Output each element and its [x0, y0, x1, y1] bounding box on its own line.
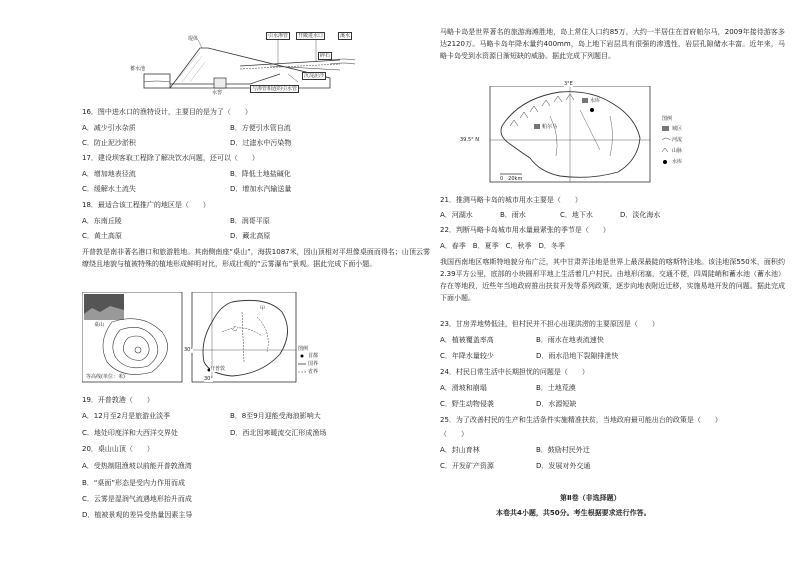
- q25-c[interactable]: C．开发矿产资源: [440, 462, 494, 470]
- label-well: 水窖: [212, 90, 223, 96]
- q21-stem: 21．推测马略卡岛的城市用水主要是（ ）: [440, 196, 582, 204]
- city-label: 开普敦: [210, 366, 226, 372]
- q16-d[interactable]: D．过滤水中污染物: [230, 139, 292, 147]
- section-title: 第Ⅱ卷（非选择题）: [560, 494, 621, 502]
- label-stream: 溪水: [340, 33, 351, 39]
- left-column: [50, 0, 430, 562]
- q20-d[interactable]: D．植被景观的差异受热量因素主导: [82, 511, 193, 519]
- mallorca-passage: 马略卡岛是世界著名的旅游海滩胜地，岛上常住人口约85万，大约一半居住在首府帕尔马，2009年接待游客多达2120万。马略卡岛年降水量约400mm，岛上地下岩层具有很强的渗透性，岩层孔隙储水丰富。近年来，马略卡岛受到水资源日渐短缺的威胁。据此完成下列题目。: [440, 28, 785, 60]
- q18-c[interactable]: C．黄土高原: [82, 232, 122, 240]
- q17-c[interactable]: C．缓解水土流失: [82, 185, 136, 193]
- city-palma: 帕尔马: [542, 124, 558, 130]
- water-storage-diagram: [130, 30, 360, 100]
- q16-a[interactable]: A．减少引水杂质: [82, 124, 136, 132]
- q18-stem: 18．最适合该工程推广的地区是（ ）: [82, 201, 210, 209]
- q25-a[interactable]: A．封山育林: [440, 446, 480, 454]
- label-intake: 引水渗管: [268, 33, 289, 39]
- q16-b[interactable]: B．方便引水管自流: [230, 124, 291, 132]
- q23-stem: 23．甘房弄地势低洼，但村民并不担心出现洪涝的主要原因是（ ）: [440, 320, 659, 328]
- south-africa-map: [82, 292, 402, 384]
- label-gravel: 碎石: [320, 53, 331, 59]
- reservoir-label: 水库: [590, 98, 601, 104]
- q25-b[interactable]: B．鼓励村民外迁: [536, 446, 590, 454]
- q17-d[interactable]: D．增加水汽输送量: [230, 185, 292, 193]
- q19-d[interactable]: D．西北因寒暖流交汇形成渔场: [230, 429, 327, 437]
- q23-d[interactable]: D．雨水沿地下裂隙排泄快: [536, 352, 619, 360]
- q19-b[interactable]: B．8至9月迎能受海浪影响大: [230, 412, 321, 420]
- legend-province: 省界: [308, 369, 319, 375]
- section-note: 本卷共4小题，共50分。考生根据要求进行作答。: [496, 509, 651, 517]
- label-dam: 堤体: [188, 36, 199, 42]
- cape-town-passage: 开普敦是南非著名港口和旅游胜地。其南侧南座“桌山”，海拔1087米，因山顶相对平坦像桌面而得名；山顶云雾缭绕且地貌与植被特殊的植地形成鲜明对比，形成壮观的“云雾瀑布”景观。据此完成下面小题。: [82, 248, 430, 268]
- lon-label: 3°E: [564, 81, 573, 87]
- q23-c[interactable]: C．年降水量较少: [440, 352, 494, 360]
- q20-a[interactable]: A．受热制阻渔坡以前能开普敦渔湾: [82, 462, 192, 470]
- scale-label: 0 20km: [500, 176, 523, 182]
- q20-c[interactable]: C．云雾是湿润气流遇地形抬升而成: [82, 495, 192, 503]
- q18-a[interactable]: A．东南丘陵: [82, 217, 122, 225]
- q19-stem: 19．开普敦港（ ）: [82, 396, 154, 404]
- q20-b[interactable]: B．“桌面”形态是受内力作用而成: [82, 479, 186, 487]
- q24-a[interactable]: A．滑坡和崩塌: [440, 384, 487, 392]
- legend-mountain: 山脉: [672, 148, 683, 154]
- q21-b[interactable]: B．雨水: [500, 211, 526, 219]
- karst-passage: 我国西南地区喀斯特地貌分布广泛，其中甘肃弄洼地是世界上最深最陡的喀斯特洼地。该洼地深550米，面积约2.39平方公里，底部的小块圆形平地上生活着几户村民。由地形闭塞，交通不便，四周陡峭和蓄水池（蓄水池）存在等地段，近些年当地政府推出扶贫开发等系列政策，逐步向地表附近迁移，实施易地开发的问题。据此完成下面小题。: [440, 258, 785, 302]
- south-africa-svg: [82, 292, 402, 384]
- legend-river: 河流: [672, 137, 683, 143]
- q17-stem: 17．建设坝客取工程除了解决饮水问题，还可以（ ）: [82, 154, 259, 162]
- lat-label: 39.5° N: [460, 137, 479, 143]
- q19-a[interactable]: A．12月至2月是旅游业淡季: [82, 412, 171, 420]
- q18-b[interactable]: B．润哥平原: [230, 217, 270, 225]
- label-sand: 沉淀泥沙: [304, 73, 325, 79]
- q21-c[interactable]: C．地下水: [560, 211, 593, 219]
- legend-city: 城区: [672, 126, 683, 132]
- q19-c[interactable]: C．地处印度洋和大西洋交界处: [82, 429, 178, 437]
- q25-stem-cont: （ ）: [440, 430, 468, 438]
- right-column: [440, 0, 790, 562]
- q22-stem: 22．判断马略卡岛城市用水量最紧张的季节是（ ）: [440, 226, 610, 234]
- q21-a[interactable]: A．河湖水: [440, 211, 473, 219]
- q20-stem: 20．桌山山顶（ ）: [82, 445, 154, 453]
- label-pool: 蓄水池: [130, 66, 146, 72]
- legend-title: 图例: [298, 346, 309, 352]
- lon-label: 30°: [204, 376, 213, 382]
- q25-d[interactable]: D．发展对外交通: [536, 462, 591, 470]
- q24-b[interactable]: B．土地荒漠: [536, 384, 576, 392]
- q24-c[interactable]: C．野生动物侵袭: [440, 400, 494, 408]
- q16-stem: 16．图中进水口的渔特设计，主要目的是为了（ ）: [82, 108, 252, 116]
- legend-title: 图例: [662, 116, 673, 122]
- legend-border: 国界: [308, 361, 319, 367]
- q24-d[interactable]: D．水源短缺: [536, 400, 577, 408]
- q16-c[interactable]: C．防止泥沙淤积: [82, 139, 136, 147]
- q23-b[interactable]: B．雨水在地表流速快: [536, 336, 604, 344]
- legend-capital: 首都: [308, 353, 319, 359]
- legend-reservoir: 水库: [672, 159, 683, 165]
- label-pipe: 与渗管相连的引水管: [252, 86, 298, 92]
- q17-b[interactable]: B．降低土地盐碱化: [230, 170, 291, 178]
- q21-d[interactable]: D．淡化海水: [620, 211, 661, 219]
- mallorca-map: [460, 81, 720, 186]
- contour-label: 等高线(单位：米): [86, 374, 125, 380]
- region-yi: 乙: [232, 326, 238, 332]
- q18-d[interactable]: D．藏北高原: [230, 232, 271, 240]
- region-jia: 甲: [260, 306, 266, 312]
- q23-a[interactable]: A．植被覆盖率高: [440, 336, 494, 344]
- inset-label: 桌山: [94, 322, 105, 328]
- water-storage-svg: [130, 30, 360, 100]
- q17-a[interactable]: A．增加地表径流: [82, 170, 136, 178]
- q24-stem: 24．村民日常生活中长期担忧的问题是（ ）: [440, 368, 589, 376]
- label-opening: 开敞进水口: [298, 33, 324, 39]
- q25-stem: 25．为了改善村民的生产和生活条件实施精准扶贫，当地政府最可能出台的政策是（ ）: [440, 416, 722, 424]
- q22-options[interactable]: A．春季 B．夏季 C．秋季 D．冬季: [440, 242, 565, 250]
- lat-label: 30°: [184, 347, 193, 353]
